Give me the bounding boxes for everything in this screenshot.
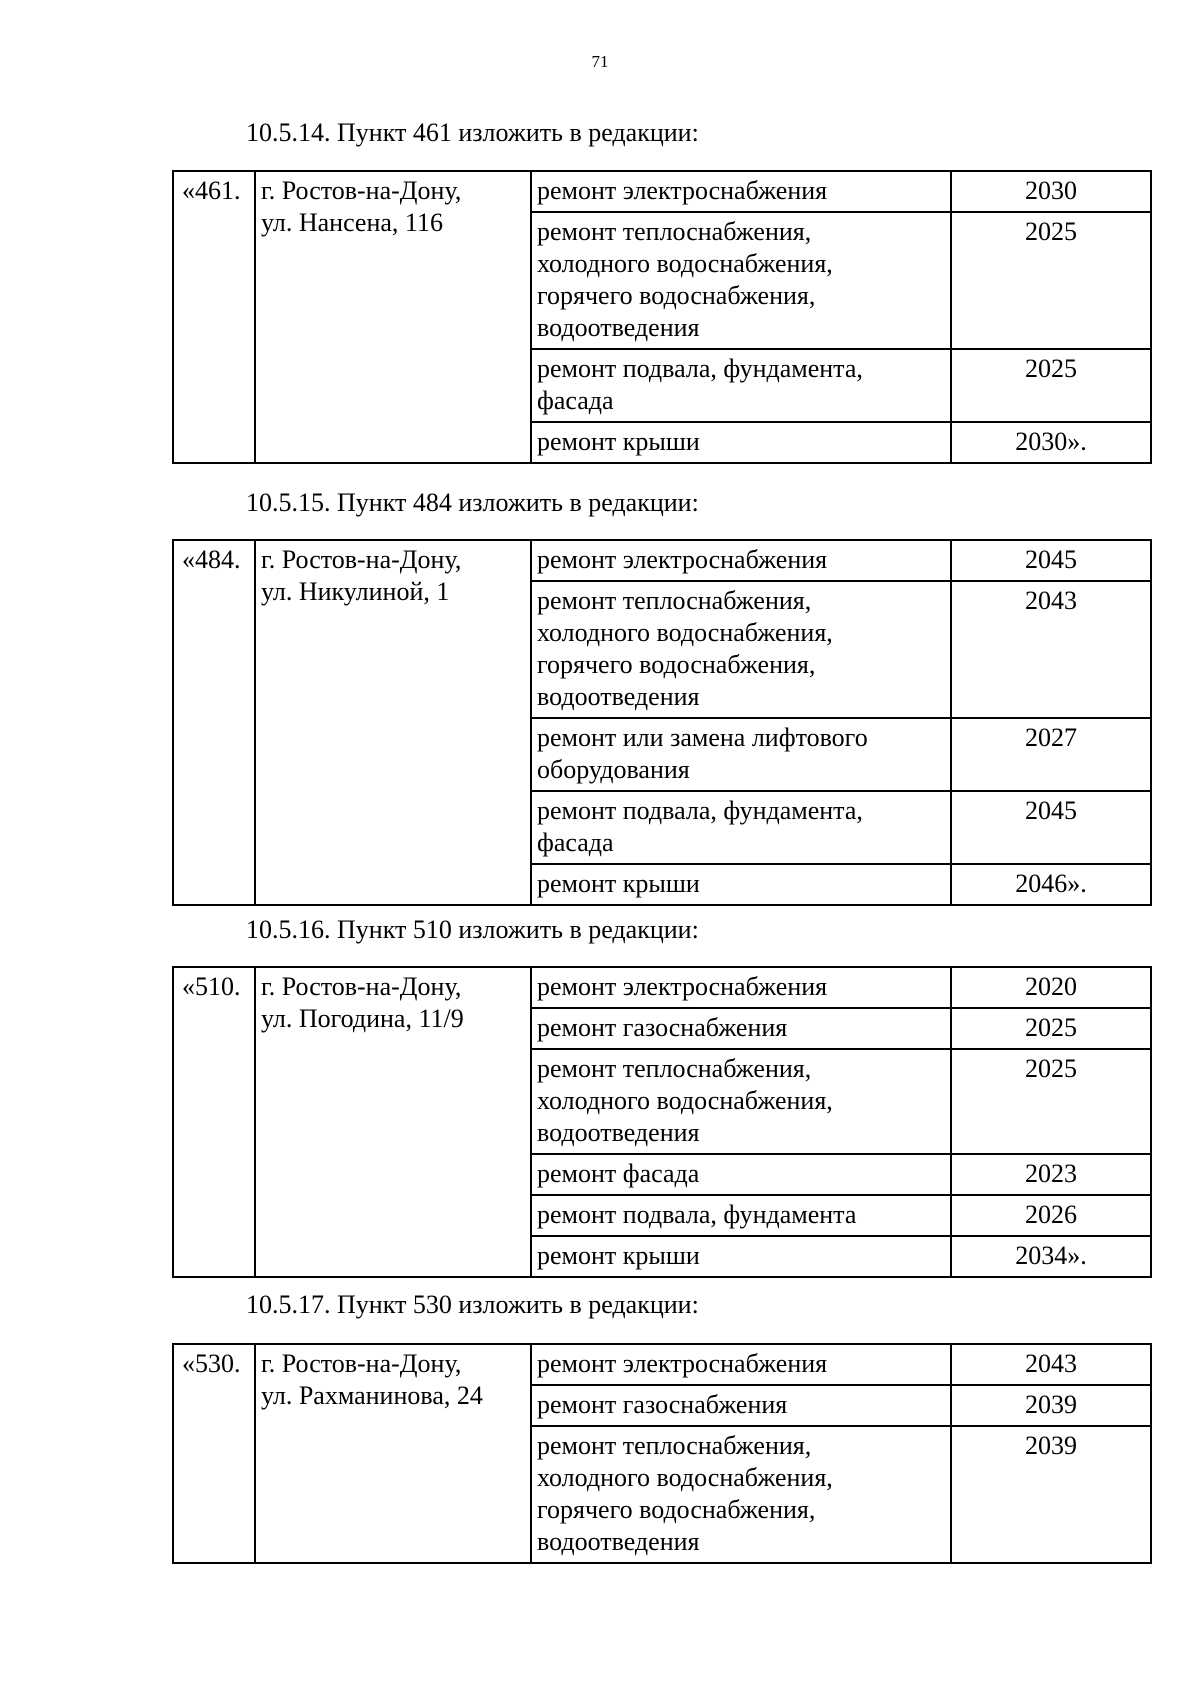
address-line: г. Ростов-на-Дону, (261, 176, 462, 205)
work-type-cell (531, 1385, 951, 1426)
year-cell (951, 1008, 1151, 1049)
work-type-cell (531, 540, 951, 581)
work-type-cell (531, 349, 951, 422)
work-type-line: ремонт крыши (537, 427, 700, 456)
work-type-cell (531, 718, 951, 791)
amendment-table (172, 170, 1152, 464)
work-type-line: холодного водоснабжения, (537, 1086, 833, 1115)
work-type-line: оборудования (537, 755, 690, 784)
year-value: 2026 (1025, 1200, 1077, 1229)
work-type-line: водоотведения (537, 1527, 700, 1556)
year-value: 2027 (1025, 723, 1077, 752)
address-cell (255, 1344, 531, 1563)
work-type-line: ремонт фасада (537, 1159, 700, 1188)
year-value: 2039 (1025, 1431, 1077, 1460)
address-line: г. Ростов-на-Дону, (261, 972, 462, 1001)
work-type-cell (531, 171, 951, 212)
year-cell (951, 171, 1151, 212)
work-type-line: ремонт подвала, фундамента (537, 1200, 857, 1229)
work-type-line: холодного водоснабжения, (537, 249, 833, 278)
work-type-line: горячего водоснабжения, (537, 281, 816, 310)
work-type-cell (531, 791, 951, 864)
year-value: 2034». (1015, 1241, 1087, 1270)
item-number-cell: «461. (173, 171, 255, 463)
address-line: ул. Никулиной, 1 (261, 577, 450, 606)
year-value: 2025 (1025, 1013, 1077, 1042)
table-row (173, 540, 1151, 581)
work-type-line: холодного водоснабжения, (537, 1463, 833, 1492)
work-type-cell (531, 1154, 951, 1195)
year-cell (951, 212, 1151, 349)
work-type-line: ремонт подвала, фундамента, (537, 796, 863, 825)
work-type-line: ремонт или замена лифтового (537, 723, 868, 752)
work-type-line: водоотведения (537, 1118, 700, 1147)
work-type-line: ремонт газоснабжения (537, 1013, 788, 1042)
work-type-cell (531, 212, 951, 349)
amendment-heading: 10.5.15. Пункт 484 изложить в редакции: (246, 488, 699, 517)
table-row (173, 967, 1151, 1008)
item-number-cell: «530. (173, 1344, 255, 1563)
amendment-table (172, 539, 1152, 906)
year-cell (951, 1195, 1151, 1236)
year-cell (951, 1154, 1151, 1195)
amendment-heading: 10.5.16. Пункт 510 изложить в редакции: (246, 915, 699, 944)
year-value: 2025 (1025, 217, 1077, 246)
work-type-cell (531, 581, 951, 718)
table-row (173, 1344, 1151, 1385)
year-value: 2046». (1015, 869, 1087, 898)
year-cell (951, 791, 1151, 864)
address-line: ул. Рахманинова, 24 (261, 1381, 483, 1410)
address-line: г. Ростов-на-Дону, (261, 1349, 462, 1378)
year-cell (951, 581, 1151, 718)
item-number-cell: «510. (173, 967, 255, 1277)
address-cell (255, 171, 531, 463)
year-cell (951, 864, 1151, 905)
work-type-line: водоотведения (537, 313, 700, 342)
work-type-line: ремонт электроснабжения (537, 545, 828, 574)
year-cell (951, 967, 1151, 1008)
work-type-line: фасада (537, 828, 614, 857)
year-cell (951, 540, 1151, 581)
year-value: 2045 (1025, 796, 1077, 825)
work-type-cell (531, 422, 951, 463)
address-line: ул. Нансена, 116 (261, 208, 443, 237)
year-value: 2043 (1025, 586, 1077, 615)
year-value: 2045 (1025, 545, 1077, 574)
amendment-heading: 10.5.14. Пункт 461 изложить в редакции: (246, 118, 699, 147)
work-type-cell (531, 1008, 951, 1049)
address-cell (255, 967, 531, 1277)
work-type-line: ремонт газоснабжения (537, 1390, 788, 1419)
address-cell (255, 540, 531, 905)
work-type-cell (531, 1344, 951, 1385)
year-cell (951, 1236, 1151, 1277)
year-value: 2039 (1025, 1390, 1077, 1419)
item-number-cell: «484. (173, 540, 255, 905)
work-type-cell (531, 1049, 951, 1154)
work-type-line: ремонт электроснабжения (537, 972, 828, 1001)
work-type-line: ремонт теплоснабжения, (537, 217, 812, 246)
year-cell (951, 718, 1151, 791)
work-type-line: горячего водоснабжения, (537, 650, 816, 679)
year-value: 2023 (1025, 1159, 1077, 1188)
work-type-line: ремонт подвала, фундамента, (537, 354, 863, 383)
work-type-line: ремонт крыши (537, 869, 700, 898)
work-type-line: ремонт теплоснабжения, (537, 1054, 812, 1083)
work-type-line: холодного водоснабжения, (537, 618, 833, 647)
work-type-line: фасада (537, 386, 614, 415)
year-cell (951, 1049, 1151, 1154)
year-value: 2043 (1025, 1349, 1077, 1378)
year-cell (951, 349, 1151, 422)
page-number: 71 (591, 52, 609, 71)
year-value: 2030 (1025, 176, 1077, 205)
year-value: 2020 (1025, 972, 1077, 1001)
address-line: г. Ростов-на-Дону, (261, 545, 462, 574)
year-cell (951, 1385, 1151, 1426)
amendment-table (172, 966, 1152, 1278)
work-type-line: ремонт теплоснабжения, (537, 1431, 812, 1460)
year-cell (951, 1344, 1151, 1385)
work-type-line: горячего водоснабжения, (537, 1495, 816, 1524)
work-type-cell (531, 967, 951, 1008)
work-type-line: ремонт крыши (537, 1241, 700, 1270)
year-value: 2025 (1025, 354, 1077, 383)
address-line: ул. Погодина, 11/9 (261, 1004, 464, 1033)
amendment-heading: 10.5.17. Пункт 530 изложить в редакции: (246, 1290, 699, 1319)
year-cell (951, 1426, 1151, 1563)
work-type-cell (531, 864, 951, 905)
year-cell (951, 422, 1151, 463)
work-type-line: водоотведения (537, 682, 700, 711)
year-value: 2030». (1015, 427, 1087, 456)
work-type-cell (531, 1195, 951, 1236)
work-type-cell (531, 1236, 951, 1277)
work-type-cell (531, 1426, 951, 1563)
table-row (173, 171, 1151, 212)
amendment-table (172, 1343, 1152, 1564)
work-type-line: ремонт теплоснабжения, (537, 586, 812, 615)
work-type-line: ремонт электроснабжения (537, 176, 828, 205)
year-value: 2025 (1025, 1054, 1077, 1083)
work-type-line: ремонт электроснабжения (537, 1349, 828, 1378)
